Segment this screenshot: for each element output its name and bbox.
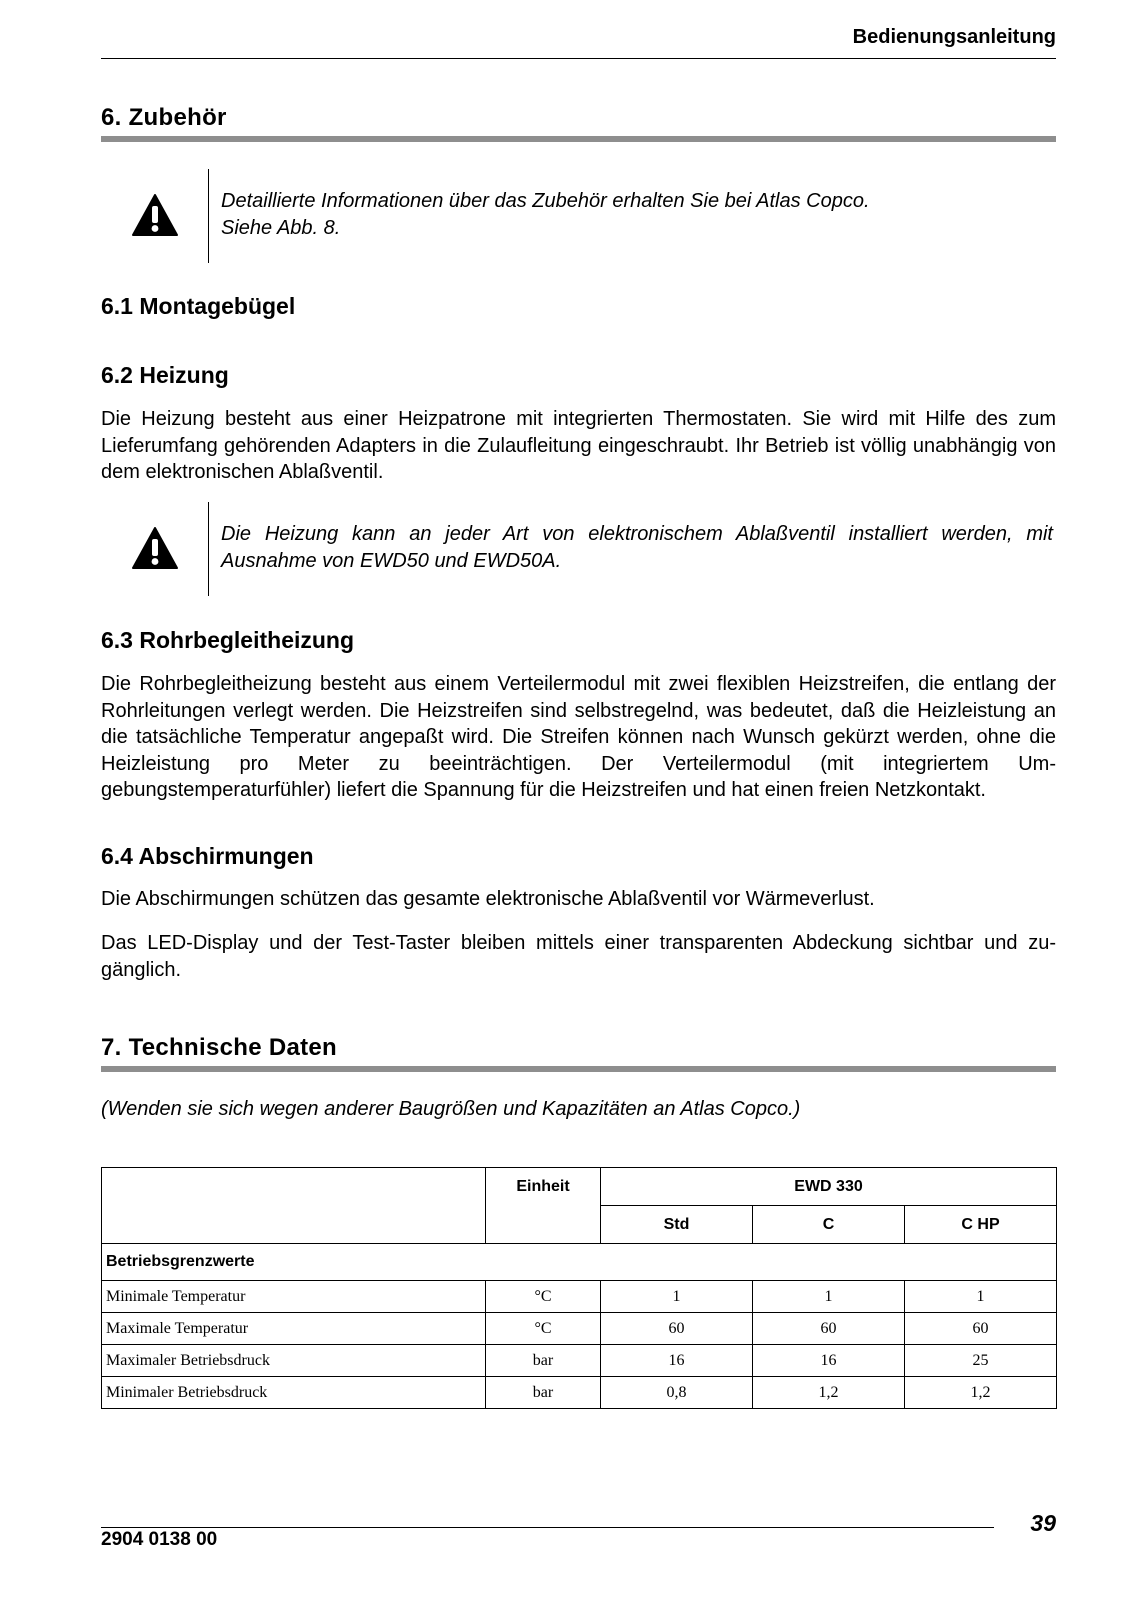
document-number: 2904 0138 00 <box>101 1529 218 1550</box>
note-line-1: Detaillierte Informationen über das Zubehör erhalten Sie bei Atlas Copco. <box>221 190 870 212</box>
table-section-row <box>102 1244 1057 1281</box>
row-value: 60 <box>905 1313 1057 1345</box>
section-6-3-heading: 6.3 Rohrbegleitheizung <box>101 627 355 653</box>
variant-header: C <box>753 1206 905 1244</box>
note-line-2: Siehe Abb. 8. <box>221 216 341 239</box>
section-6-heading: 6. Zubehör <box>101 104 227 131</box>
note-heating-text: Die Heizung kann an jeder Art von elektronischem Ablaßventil installiert werden, mit Ausnahme von EWD50 und EWD50A. <box>221 523 1053 572</box>
note-accessories <box>101 169 1056 263</box>
row-value: 1,2 <box>753 1377 905 1409</box>
section-6-4-heading: 6.4 Abschirmungen <box>101 843 314 869</box>
row-value: 16 <box>753 1345 905 1377</box>
row-value: 16 <box>601 1345 753 1377</box>
section-6-2-heading: 6.2 Heizung <box>101 362 229 388</box>
row-value: 1 <box>601 1281 753 1313</box>
section-7-heading: 7. Technische Daten <box>101 1034 337 1061</box>
table-row <box>102 1313 1057 1345</box>
table-row <box>102 1345 1057 1377</box>
row-value: 25 <box>905 1345 1057 1377</box>
note-divider <box>208 169 209 263</box>
section-6-3-text: Die Rohrbegleitheizung besteht aus einem Verteilermodul mit zwei flexiblen Heizstreifen, die entlang der Rohrleitungen verlegt werden. Die Heizstreifen sind selbstregelnd, was bedeutet, daß die Heizleistung an die tatsächliche Temperatur angepaßt wird. Die Streifen können nach Wunsch gekürzt werden, ohne die Heizleistung pro Meter zu beeinträchtigen. Der Verteilermodul (mit integriertem Umgebungstemperaturfühler) liefert die Spannung für die Heizstreifen und hat einen freien Netzkontakt. <box>101 673 1056 801</box>
section-7-bar <box>101 1066 1056 1072</box>
row-value: 1,2 <box>905 1377 1057 1409</box>
table-header-row <box>102 1168 1057 1206</box>
row-label: Maximale Temperatur <box>102 1313 486 1345</box>
warning-triangle-icon <box>131 526 179 570</box>
section-6-2-text: Die Heizung besteht aus einer Heizpatrone mit integrierten Thermostaten. Sie wird mit Hilfe des zum Lieferumfang gehörenden Adapters in die Zulaufleitung eingeschraubt. Ihr Betrieb ist völlig unabhängig von dem elektronischen Ablaßventil. <box>101 408 1056 483</box>
row-value: 1 <box>753 1281 905 1313</box>
row-label: Minimale Temperatur <box>102 1281 486 1313</box>
note-divider <box>208 502 209 596</box>
section-6-1-heading: 6.1 Montagebügel <box>101 293 296 319</box>
page-header-title: Bedienungsanleitung <box>852 26 1056 48</box>
unit-header: Einheit <box>486 1168 601 1244</box>
variant-header: C HP <box>905 1206 1057 1244</box>
section-6-4-text-1: Die Abschirmungen schützen das gesamte elektronische Ablaßventil vor Wärmeverlust. <box>101 888 875 910</box>
table-row <box>102 1377 1057 1409</box>
row-value: 60 <box>601 1313 753 1345</box>
table-section-label: Betriebsgrenzwerte <box>102 1244 1057 1281</box>
row-unit: °C <box>486 1313 601 1345</box>
header-divider <box>101 58 1056 59</box>
note-heating <box>101 502 1056 596</box>
variant-header: Std <box>601 1206 753 1244</box>
footer-divider <box>101 1527 994 1528</box>
table-corner-cell <box>102 1168 486 1244</box>
row-label: Maximaler Betriebsdruck <box>102 1345 486 1377</box>
model-header: EWD 330 <box>601 1168 1057 1206</box>
section-6-bar <box>101 136 1056 142</box>
warning-triangle-icon <box>131 193 179 237</box>
page-number: 39 <box>1030 1510 1056 1536</box>
technical-data-table <box>101 1167 1057 1409</box>
row-label: Minimaler Betriebsdruck <box>102 1377 486 1409</box>
row-unit: bar <box>486 1345 601 1377</box>
row-unit: bar <box>486 1377 601 1409</box>
row-unit: °C <box>486 1281 601 1313</box>
row-value: 1 <box>905 1281 1057 1313</box>
section-6-4-text-2: Das LED-Display und der Test-Taster bleiben mittels einer transparenten Abdeckung sichtbar und zugänglich. <box>101 932 1056 981</box>
section-7-intro: (Wenden sie sich wegen anderer Baugrößen und Kapazitäten an Atlas Copco.) <box>101 1098 801 1120</box>
row-value: 60 <box>753 1313 905 1345</box>
table-row <box>102 1281 1057 1313</box>
row-value: 0,8 <box>601 1377 753 1409</box>
